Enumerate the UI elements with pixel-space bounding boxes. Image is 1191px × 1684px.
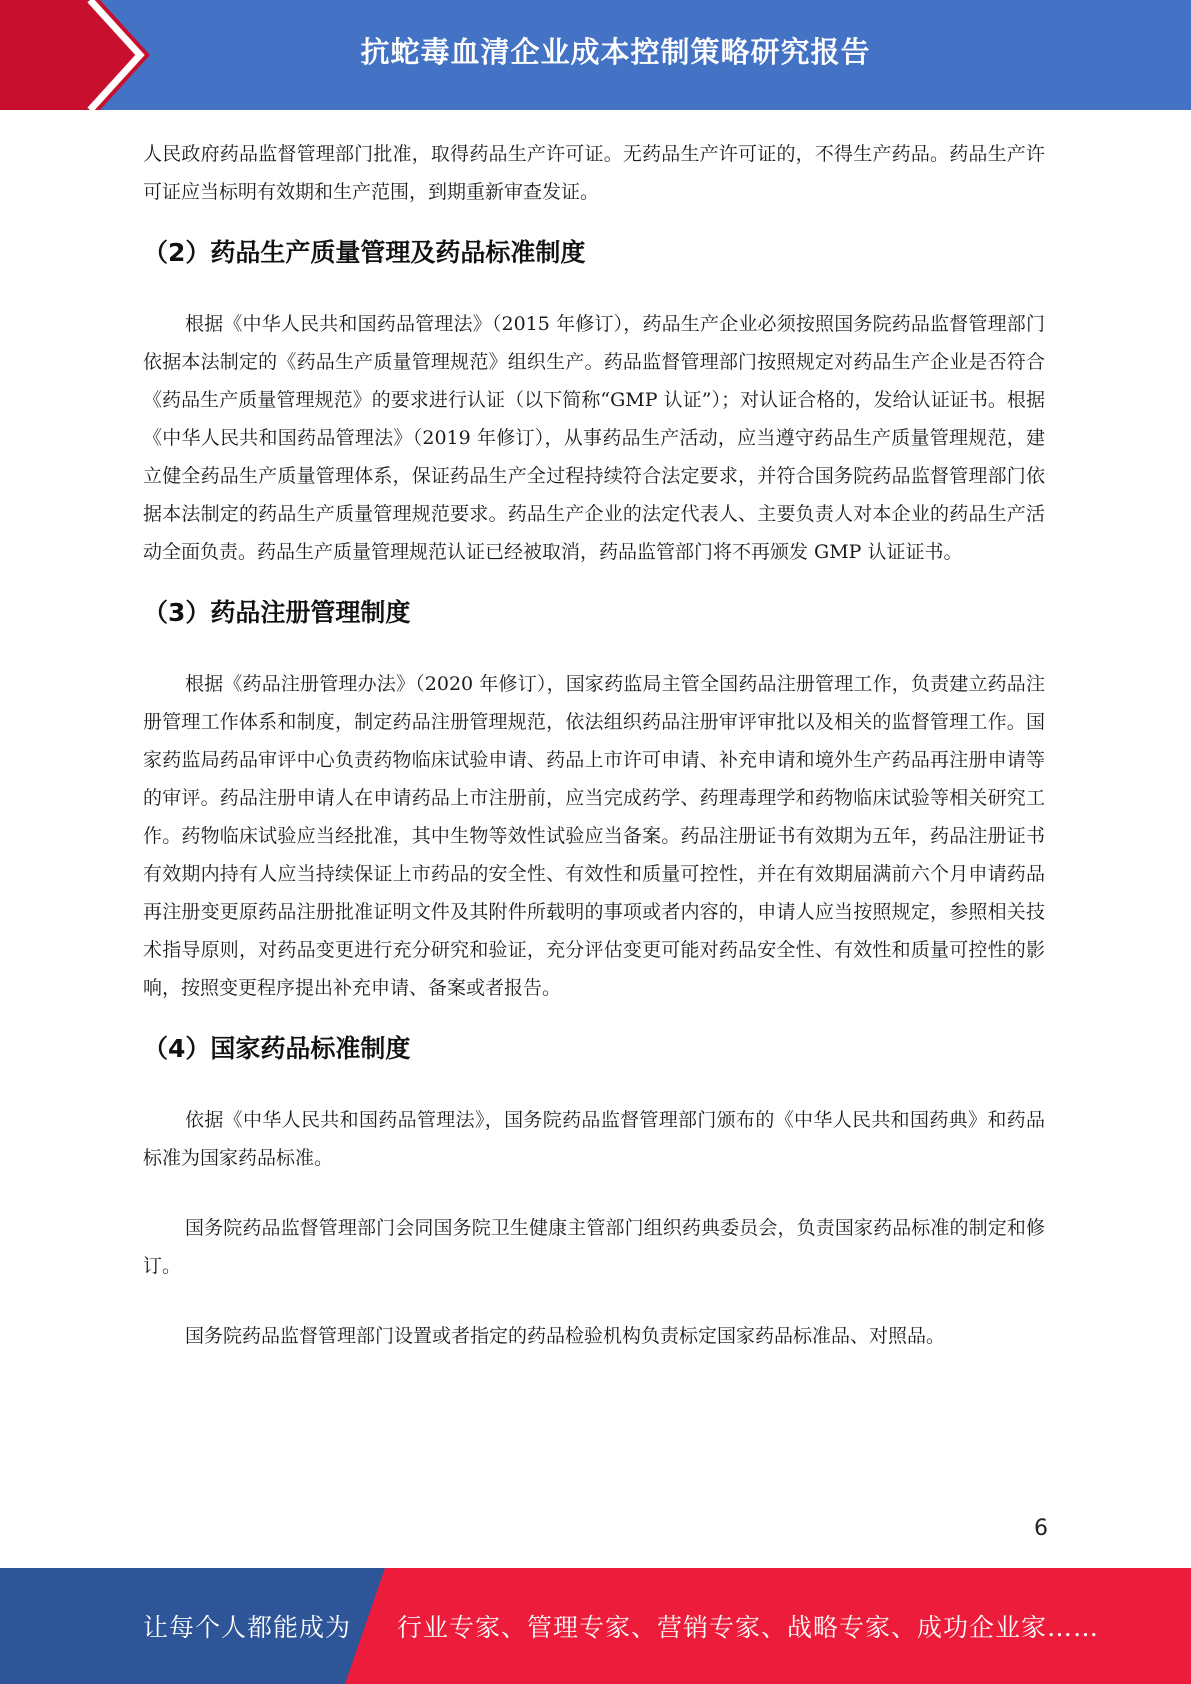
footer-banner (0, 1568, 1191, 1684)
footer-slogan-right: 行业专家、管理专家、营销专家、战略专家、成功企业家…… (397, 1613, 1100, 1642)
paragraph-standard-2: 国务院药品监督管理部门会同国务院卫生健康主管部门组织药典委员会，负责国家药品标准的制定和修订。 (143, 1217, 1045, 1277)
paragraph-standard-1: 依据《中华人民共和国药品管理法》，国务院药品监督管理部门颁布的《中华人民共和国药典》和药品标准为国家药品标准。 (143, 1109, 1045, 1169)
header-banner (0, 0, 1191, 110)
paragraph-intro: 人民政府药品监督管理部门批准，取得药品生产许可证。无药品生产许可证的，不得生产药品。药品生产许可证应当标明有效期和生产范围，到期重新审查发证。 (143, 143, 1045, 203)
paragraph-registration: 根据《药品注册管理办法》（2020 年修订），国家药监局主管全国药品注册管理工作，负责建立药品注册管理工作体系和制度，制定药品注册管理规范，依法组织药品注册审评审批以及相关的监督管理工作。国家药监局药品审评中心负责药物临床试验申请、药品上市许可申请、补充申请和境外生产药品再注册申请等的审评。药品注册申请人在申请药品上市注册前，应当完成药学、药理毒理学和药物临床试验等相关研究工作。药物临床试验应当经批准，其中生物等效性试验应当备案。药品注册证书有效期为五年，药品注册证书有效期内持有人应当持续保证上市药品的安全性、有效性和质量可控性，并在有效期届满前六个月申请药品再注册变更原药品注册批准证明文件及其附件所载明的事项或者内容的，申请人应当按照规定，参照相关技术指导原则，对药品变更进行充分研究和验证，充分评估变更可能对药品安全性、有效性和质量可控性的影响，按照变更程序提出补充申请、备案或者报告。 (143, 673, 1045, 999)
report-title: 抗蛇毒血清企业成本控制策略研究报告 (360, 34, 871, 69)
page-number: 6 (1034, 1516, 1048, 1541)
section-heading-2: （2）药品生产质量管理及药品标准制度 (143, 238, 586, 267)
section-heading-4: （4）国家药品标准制度 (143, 1034, 411, 1063)
footer-slogan-left: 让每个人都能成为 (143, 1613, 352, 1642)
paragraph-standard-3: 国务院药品监督管理部门设置或者指定的药品检验机构负责标定国家药品标准品、对照品。 (185, 1325, 946, 1347)
paragraph-gmp: 根据《中华人民共和国药品管理法》（2015 年修订），药品生产企业必须按照国务院药品监督管理部门依据本法制定的《药品生产质量管理规范》组织生产。药品监督管理部门按照规定对药品生产企业是否符合《药品生产质量管理规范》的要求进行认证（以下简称“GMP 认证”）；对认证合格的，发给认证证书。根据《中华人民共和国药品管理法》（2019 年修订），从事药品生产活动，应当遵守药品生产质量管理规范，建立健全药品生产质量管理体系，保证药品生产全过程持续符合法定要求，并符合国务院药品监督管理部门依据本法制定的药品生产质量管理规范要求。药品生产企业的法定代表人、主要负责人对本企业的药品生产活动全面负责。药品生产质量管理规范认证已经被取消，药品监管部门将不再颁发 GMP 认证证书。 (143, 313, 1045, 563)
page-content (143, 135, 1045, 1355)
section-heading-3: （3）药品注册管理制度 (143, 598, 411, 627)
